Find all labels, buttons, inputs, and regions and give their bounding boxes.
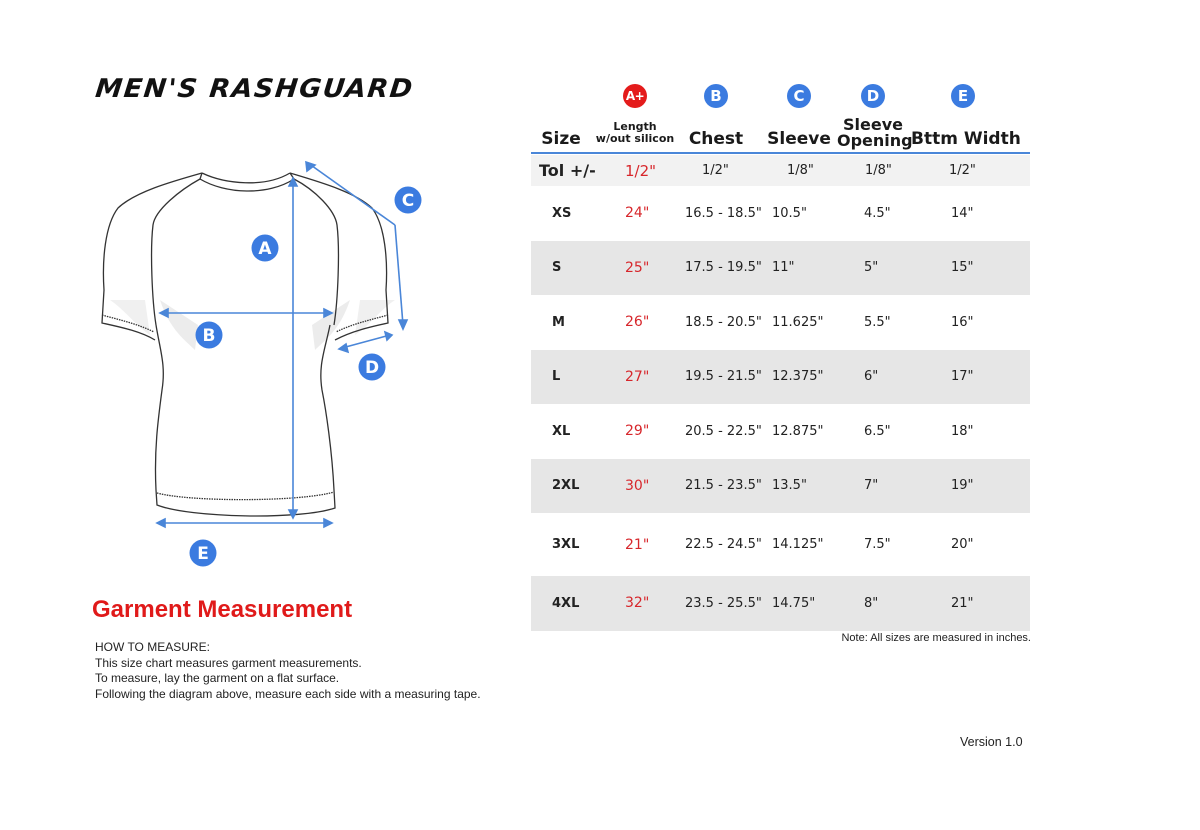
size-cell: 4XL: [552, 595, 580, 611]
sleeve-cell: 14.125": [772, 537, 824, 552]
how-to-line: To measure, lay the garment on a flat surface.: [95, 671, 340, 685]
badge-b-icon: B: [704, 84, 728, 108]
marker-b-icon: [196, 322, 223, 349]
bottom-cell: 15": [951, 260, 974, 276]
length-cell: 27": [625, 368, 650, 385]
bottom-cell: 18": [951, 423, 974, 439]
table-row: [531, 186, 1030, 241]
badge-e-icon: E: [951, 84, 975, 108]
badge-c-icon: C: [787, 84, 811, 108]
marker-d-icon: [359, 354, 386, 381]
size-cell: L: [552, 369, 561, 385]
opening-cell: 5.5": [864, 314, 891, 330]
sleeve-cell: 11": [772, 260, 795, 276]
svg-text:B: B: [202, 326, 216, 346]
tolerance-sleeve: 1/8": [787, 163, 814, 178]
units-note: Note: All sizes are measured in inches.: [841, 632, 1031, 644]
tolerance-bottom: 1/2": [949, 163, 976, 178]
svg-text:D: D: [364, 358, 380, 378]
header-length-line1: Length: [613, 120, 657, 133]
header-rule: [531, 152, 1030, 154]
chest-cell: 18.5 - 20.5": [685, 314, 762, 330]
svg-text:A: A: [258, 239, 272, 259]
opening-cell: 7.5": [864, 537, 891, 552]
table-header: [531, 80, 1030, 152]
header-opening-line1: Sleeve: [843, 115, 903, 134]
tolerance-length: 1/2": [625, 161, 657, 180]
chest-cell: 23.5 - 25.5": [685, 595, 762, 611]
chest-cell: 16.5 - 18.5": [685, 205, 762, 221]
bottom-cell: 14": [951, 205, 974, 221]
how-to-line: This size chart measures garment measurements.: [95, 655, 362, 670]
chest-cell: 21.5 - 23.5": [685, 478, 762, 494]
bottom-cell: 21": [951, 595, 974, 611]
header-length: [593, 80, 677, 152]
page-title: MEN'S RASHGUARD: [93, 74, 416, 104]
marker-e-icon: [190, 540, 217, 567]
bottom-cell: 20": [951, 537, 974, 552]
opening-cell: 7": [864, 478, 879, 494]
table-row: [531, 295, 1030, 350]
opening-cell: 6.5": [864, 423, 891, 439]
header-sleeve: C Sleeve: [763, 80, 835, 152]
sleeve-cell: 11.625": [772, 314, 824, 330]
table-row: [531, 404, 1030, 459]
opening-cell: 6": [864, 369, 879, 385]
svg-text:E: E: [197, 544, 209, 564]
length-cell: 24": [625, 205, 650, 222]
opening-cell: 4.5": [864, 205, 891, 221]
size-cell: XL: [552, 423, 571, 439]
size-cell: 2XL: [552, 478, 580, 494]
section-title: Garment Measurement: [92, 596, 353, 623]
how-to-measure: [95, 640, 481, 702]
chest-cell: 22.5 - 24.5": [685, 537, 762, 552]
chest-cell: 17.5 - 19.5": [685, 260, 762, 276]
size-cell: M: [552, 314, 565, 330]
badge-a-plus-icon: A+: [623, 84, 647, 108]
length-cell: 25": [625, 259, 650, 276]
table-row: [531, 241, 1030, 296]
chest-cell: 19.5 - 21.5": [685, 369, 762, 385]
length-cell: 30": [625, 477, 650, 494]
bottom-cell: 17": [951, 369, 974, 385]
table-row: [531, 350, 1030, 405]
size-cell: XS: [552, 205, 572, 221]
opening-cell: 5": [864, 260, 879, 276]
bottom-cell: 19": [951, 478, 974, 494]
opening-cell: 8": [864, 595, 879, 611]
sleeve-cell: 12.375": [772, 369, 824, 385]
length-cell: 29": [625, 423, 650, 440]
version-label: Version 1.0: [960, 735, 1023, 749]
how-to-line: Following the diagram above, measure each side with a measuring tape.: [95, 686, 481, 701]
tolerance-label: Tol +/-: [539, 161, 596, 180]
sleeve-cell: 10.5": [772, 205, 807, 221]
header-bottom-width: E Bttm Width: [911, 80, 1015, 152]
header-sleeve-opening: [837, 80, 913, 152]
table-row: [531, 576, 1030, 631]
size-cell: 3XL: [552, 537, 580, 552]
bottom-cell: 16": [951, 314, 974, 330]
length-cell: 21": [625, 536, 650, 553]
shirt-diagram: [90, 150, 440, 580]
header-size: Size: [541, 129, 581, 149]
tolerance-row: [531, 155, 1030, 186]
header-length-line2: w/out silicon: [595, 132, 675, 145]
sleeve-cell: 13.5": [772, 478, 807, 494]
marker-a-icon: [252, 235, 279, 262]
sleeve-cell: 14.75": [772, 595, 816, 611]
length-cell: 26": [625, 314, 650, 331]
size-cell: S: [552, 260, 562, 276]
sleeve-cell: 12.875": [772, 423, 824, 439]
marker-c-icon: [395, 187, 422, 214]
header-opening-line2: Opening: [837, 131, 913, 150]
length-cell: 32": [625, 595, 650, 612]
how-to-heading: HOW TO MEASURE:: [95, 640, 210, 654]
tolerance-chest: 1/2": [702, 163, 729, 178]
table-row: [531, 459, 1030, 514]
badge-d-icon: D: [861, 84, 885, 108]
svg-text:C: C: [401, 191, 415, 211]
tolerance-opening: 1/8": [865, 163, 892, 178]
chest-cell: 20.5 - 22.5": [685, 423, 762, 439]
header-chest: B Chest: [679, 80, 753, 152]
table-row: [531, 513, 1030, 576]
size-chart-table: [531, 80, 1030, 631]
